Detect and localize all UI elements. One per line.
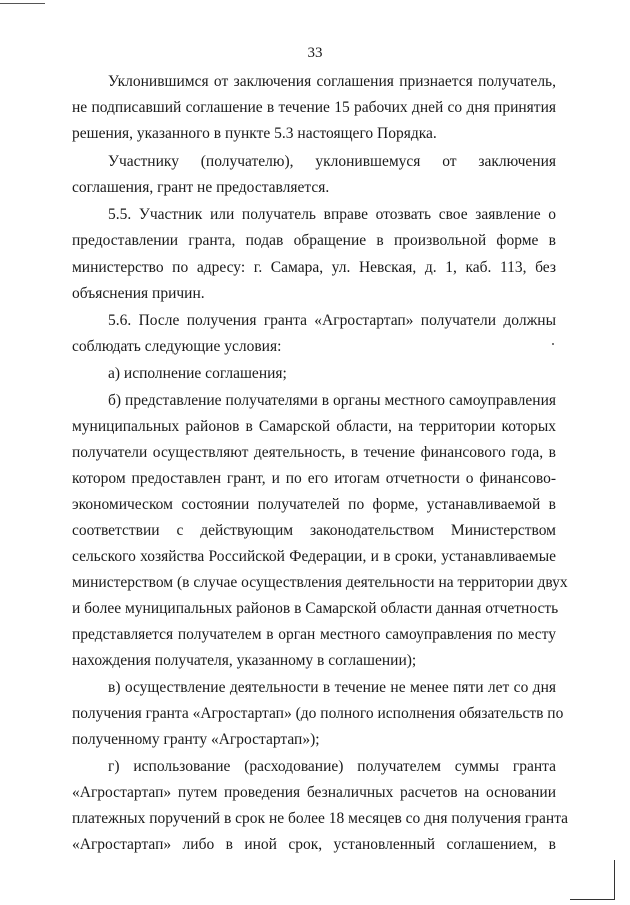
text-line: Участнику (получателю), уклонившемуся от заключения: [108, 153, 556, 170]
text-line: г) использование (расходование) получателем суммы гранта: [108, 758, 556, 775]
text-line: котором предоставлен грант, и по его итогам отчетности о финансово-: [72, 470, 556, 487]
text-line: нахождения получателя, указанному в соглашении);: [72, 652, 417, 669]
scan-edge-line: [0, 3, 45, 4]
text-line: соблюдать следующие условия:: [72, 338, 282, 355]
text-line: получения гранта «Агростартап» (до полного исполнения обязательств по: [72, 705, 564, 722]
scan-corner-line: [570, 899, 615, 900]
text-line: сельского хозяйства Российской Федерации, и в сроки, устанавливаемые: [72, 548, 556, 565]
text-line: решения, указанного в пункте 5.3 настоящего Порядка.: [72, 125, 437, 142]
text-line: платежных поручений в срок не более 18 месяцев со дня получения гранта: [72, 810, 569, 827]
text-line: «Агростартап» либо в иной срок, установленный соглашением, в: [72, 836, 556, 853]
text-line: предоставлении гранта, подав обращение в произвольной форме в: [72, 232, 556, 249]
text-line: соглашения, грант не предоставляется.: [72, 179, 330, 196]
text-line: 5.5. Участник или получатель вправе отозвать свое заявление о: [108, 206, 556, 223]
text-line: экономическом состоянии получателей по форме, устанавливаемой в: [72, 496, 556, 513]
text-line: полученному гранту «Агростартап»);: [72, 731, 320, 748]
text-line: «Агростартап» путем проведения безналичных расчетов на основании: [72, 784, 556, 801]
text-line: не подписавший соглашение в течение 15 рабочих дней со дня принятия: [72, 99, 556, 116]
text-line: представляется получателем в орган местного самоуправления по месту: [72, 626, 556, 643]
text-line: соответствии с действующим законодательством Министерством: [72, 522, 556, 539]
scan-speck: [552, 343, 554, 345]
text-line: в) осуществление деятельности в течение не менее пяти лет со дня: [108, 679, 556, 696]
text-line: получатели осуществляют деятельность, в течение финансового года, в: [72, 444, 556, 461]
text-line: а) исполнение соглашения;: [108, 365, 287, 382]
page-number: 33: [307, 45, 323, 61]
text-line: 5.6. После получения гранта «Агростартап» получатели должны: [108, 312, 556, 329]
text-line: Уклонившимся от заключения соглашения признается получатель,: [108, 73, 556, 90]
text-line: объяснения причин.: [72, 285, 205, 302]
scan-corner-line: [614, 860, 615, 900]
text-line: министерством (в случае осуществления деятельности на территории двух: [72, 574, 568, 591]
text-line: б) представление получателями в органы местного самоуправления: [108, 392, 556, 409]
text-line: муниципальных районов в Самарской области, на территории которых: [72, 418, 556, 435]
text-line: и более муниципальных районов в Самарской области данная отчетность: [72, 600, 559, 617]
text-line: министерство по адресу: г. Самара, ул. Невская, д. 1, каб. 113, без: [72, 259, 556, 276]
